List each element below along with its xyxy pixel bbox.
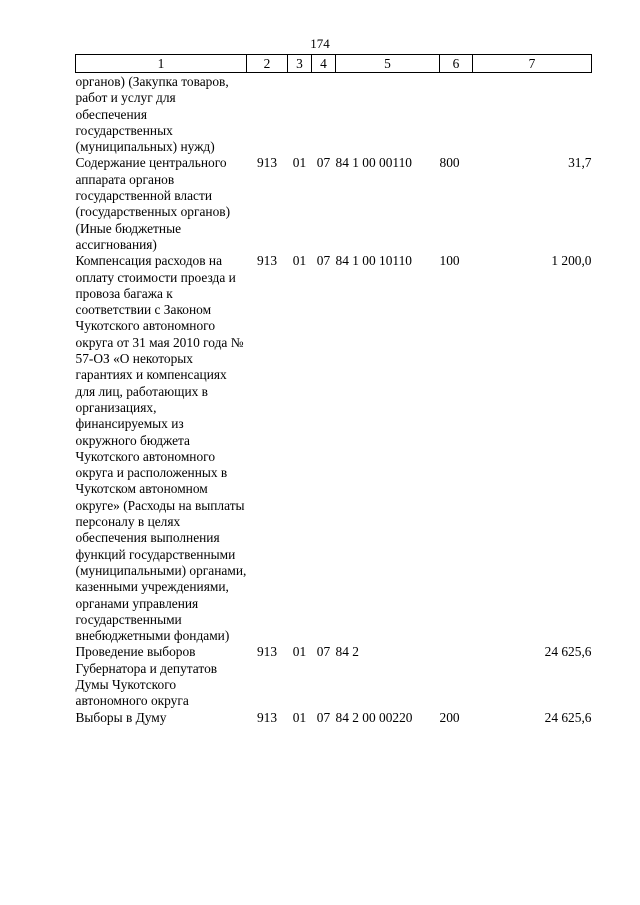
header-col-3: 3 [288, 55, 312, 73]
table-row [76, 155, 592, 253]
row-amount [473, 73, 592, 156]
row-ministry-code: 913 [256, 253, 278, 269]
row-amount: 24 625,6 [544, 709, 592, 725]
row-target-article: 84 1 00 10110 [335, 253, 412, 269]
row-target-article [336, 73, 440, 156]
row-amount: 24 625,6 [544, 644, 592, 660]
row-subsection-code: 07 [316, 253, 331, 269]
row-ministry-code: 913 [256, 155, 278, 171]
table-row [76, 253, 592, 644]
row-expense-type: 200 [439, 709, 460, 725]
header-col-4: 4 [312, 55, 336, 73]
row-section-code: 01 [292, 253, 307, 269]
table-row [76, 710, 592, 726]
row-name: Содержание центрального аппарата органов государственной власти (государственных органов) (Иные бюджетные ассигнования) [75, 155, 231, 252]
row-target-article: 84 2 [335, 644, 359, 660]
row-ministry-code: 913 [256, 644, 278, 660]
row-amount: 31,7 [568, 155, 592, 171]
row-subsection-code [312, 73, 336, 156]
row-expense-type: 800 [439, 155, 460, 171]
row-target-article: 84 1 00 00110 [335, 155, 412, 171]
row-ministry-code [247, 73, 288, 156]
row-expense-type: 100 [439, 253, 460, 269]
row-section-code: 01 [292, 155, 307, 171]
row-section-code: 01 [292, 709, 307, 725]
header-col-5: 5 [336, 55, 440, 73]
row-name: органов) (Закупка товаров, работ и услуг для обеспечения государственных (муниципальных) нужд) [75, 74, 229, 155]
row-name: Выборы в Думу [75, 709, 167, 725]
budget-table [75, 54, 592, 726]
row-subsection-code: 07 [316, 644, 331, 660]
row-ministry-code: 913 [256, 709, 278, 725]
header-col-6: 6 [440, 55, 473, 73]
page-number: 174 [310, 36, 330, 51]
row-section-code [288, 73, 312, 156]
row-subsection-code: 07 [316, 155, 331, 171]
row-target-article: 84 2 00 00220 [335, 709, 413, 725]
header-col-1: 1 [76, 55, 247, 73]
table-row [76, 644, 592, 709]
table-header-row [76, 55, 592, 73]
row-section-code: 01 [292, 644, 307, 660]
table-row [76, 73, 592, 156]
row-name: Проведение выборов Губернатора и депутатов Думы Чукотского автономного округа [75, 644, 218, 709]
row-name: Компенсация расходов на оплату стоимости проезда и провоза багажа к соответствии с Законом Чукотского автономного округа от 31 мая 2010 года № 57-ОЗ «О некоторых гарантиях и компенсациях для лиц, работающих в организациях, финансируемых из окружного бюджета Чукотского автономного округа и расположенных в Чукотском автономном округе» (Расходы на выплаты персоналу в целях обеспечения выполнения функций государственными (муниципальными) органами, казенными учреждениями, органами управления государственными внебюджетными фондами) [75, 253, 247, 644]
header-col-2: 2 [247, 55, 288, 73]
row-expense-type [440, 73, 473, 156]
row-expense-type [440, 644, 473, 709]
row-subsection-code: 07 [316, 709, 331, 725]
row-amount: 1 200,0 [551, 253, 592, 269]
header-col-7: 7 [473, 55, 592, 73]
